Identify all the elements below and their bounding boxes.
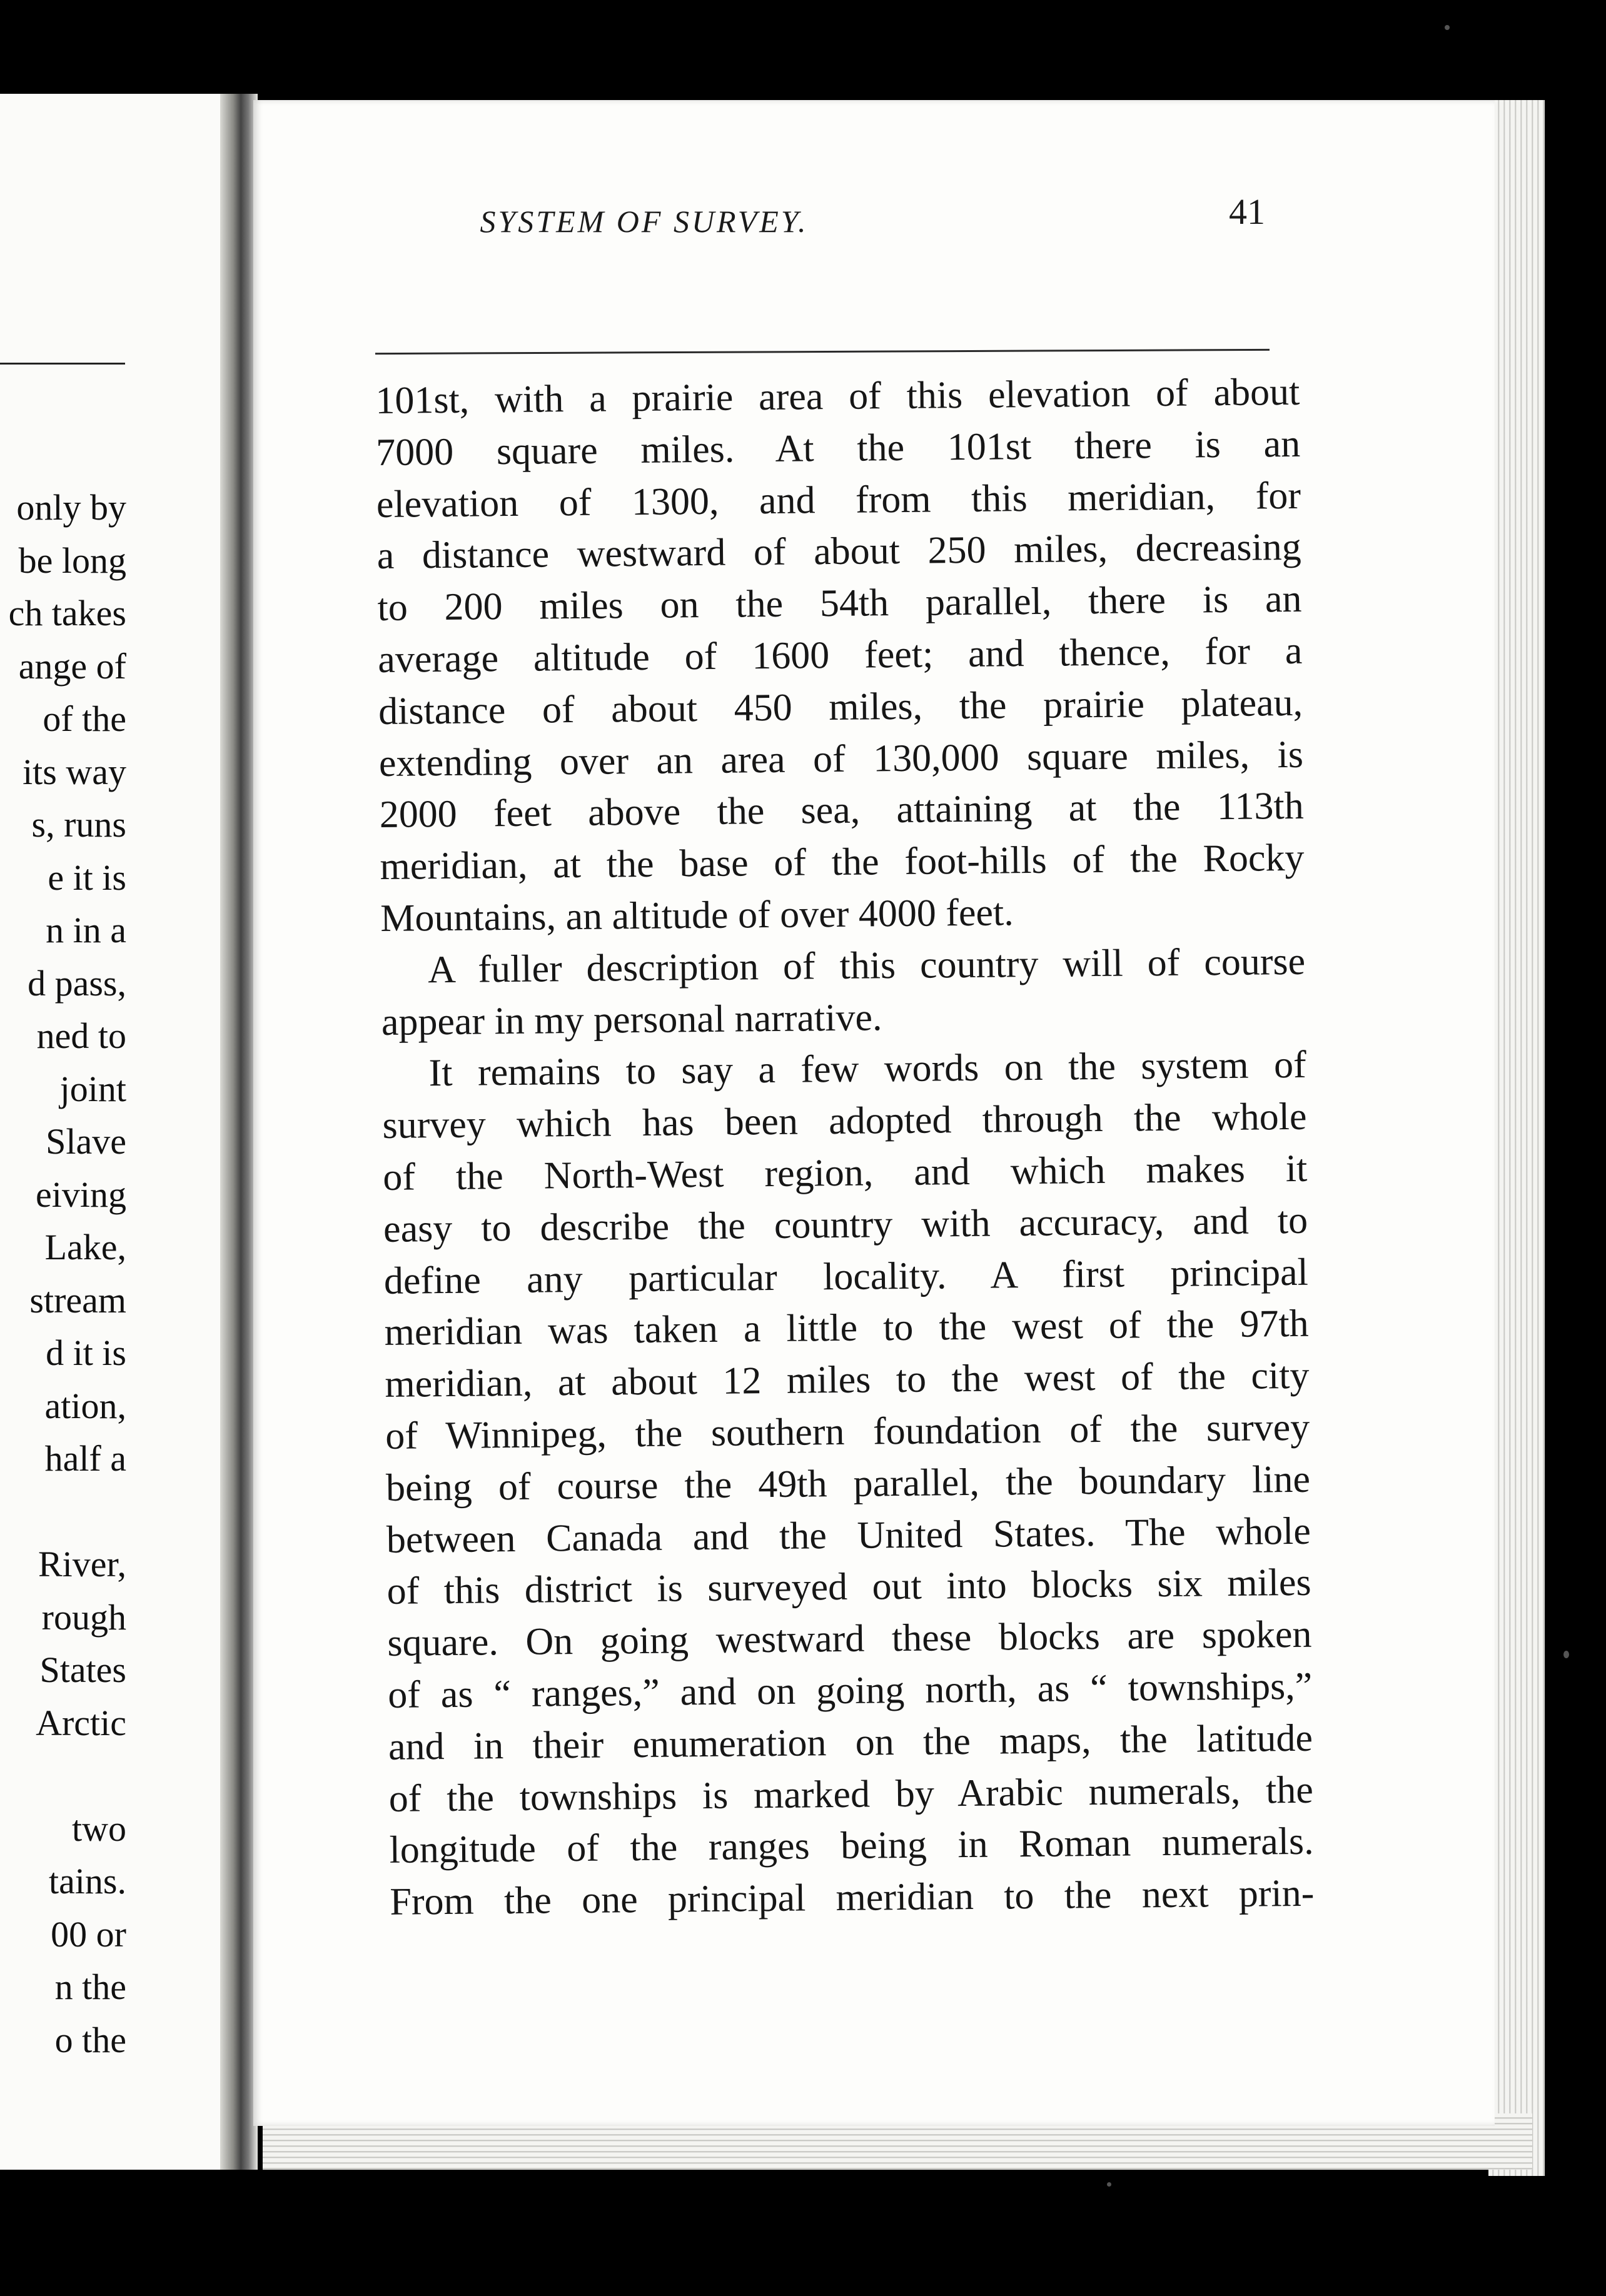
text-line: of the North-West region, and which makes it — [382, 1147, 1308, 1199]
text-line: distance of about 450 miles, the prairie plateau, — [378, 681, 1303, 733]
left-page-line-fragment: River, — [38, 1544, 126, 1584]
text-line: appear in my personal narrative. — [381, 995, 882, 1044]
left-page-line-fragment: two — [72, 1808, 126, 1849]
text-line: 2000 feet above the sea, attaining at the 113th — [379, 785, 1305, 837]
left-page-text-fragments — [9, 481, 126, 2067]
left-page-line-fragment: half a — [44, 1438, 126, 1479]
text-line: being of course the 49th parallel, the boundary line — [385, 1458, 1311, 1509]
left-page-line-fragment: ch takes — [8, 593, 126, 633]
body-text — [375, 366, 1315, 1928]
left-page-line-fragment: Lake, — [44, 1227, 126, 1267]
text-line: 7000 square miles. At the 101st there is an — [375, 422, 1301, 474]
left-page-head-rule — [0, 363, 125, 365]
left-page-line-fragment: eiving — [36, 1174, 126, 1215]
text-line: average altitude of 1600 feet; and thence, for a — [378, 629, 1303, 681]
scan-speck — [1107, 2182, 1111, 2187]
left-page-line-fragment: Slave — [46, 1121, 126, 1162]
left-page-line-fragment: tains. — [48, 1861, 126, 1901]
left-page-line-fragment: ation, — [44, 1385, 126, 1426]
left-page-line-fragment: 00 or — [51, 1913, 126, 1955]
left-page-line-fragment: ange of — [18, 645, 126, 687]
text-line: meridian, at the base of the foot-hills of the Rocky — [380, 836, 1305, 889]
text-line: of the townships is marked by Arabic numerals, the — [388, 1768, 1314, 1820]
left-page-line-fragment: rough — [41, 1596, 126, 1638]
text-line: and in their enumeration on the maps, the latitude — [388, 1716, 1313, 1768]
left-page-line-fragment: only by — [16, 487, 126, 528]
text-line: A fuller description of this country will of course — [427, 940, 1306, 992]
text-line: easy to describe the country with accuracy, and to — [383, 1199, 1308, 1251]
left-page-line-fragment: its way — [23, 751, 126, 792]
left-page-line-fragment — [9, 1750, 126, 1803]
left-page-line-fragment: of the — [43, 698, 126, 739]
left-page-line-fragment: d pass, — [28, 962, 126, 1004]
left-page-line-fragment: Arctic — [36, 1702, 126, 1743]
page-stack-edge-right — [1488, 100, 1545, 2176]
left-page-line-fragment: n in a — [46, 910, 126, 950]
left-page-line-fragment: o the — [54, 2019, 126, 2060]
text-line: of this district is surveyed out into blocks six miles — [386, 1561, 1311, 1613]
page-number: 41 — [1229, 191, 1265, 232]
book-gutter — [220, 94, 258, 2170]
left-page-line-fragment: States — [39, 1649, 126, 1690]
text-line: of Winnipeg, the southern foundation of the survey — [385, 1406, 1310, 1458]
left-page-line-fragment: be long — [18, 540, 126, 581]
text-line: a distance westward of about 250 miles, decreasing — [376, 526, 1302, 578]
text-line: define any particular locality. A first principal — [383, 1251, 1309, 1302]
text-line: From the one principal meridian to the next prin- — [390, 1871, 1315, 1923]
text-line: square. On going westward these blocks are spoken — [387, 1613, 1312, 1665]
text-line: elevation of 1300, and from this meridian, for — [376, 474, 1301, 526]
left-page-line-fragment: stream — [29, 1279, 126, 1321]
left-page-line-fragment: n the — [54, 1966, 126, 2007]
text-line: extending over an area of 130,000 square miles, is — [378, 733, 1304, 785]
left-page-line-fragment: s, runs — [31, 804, 126, 845]
text-line: Mountains, an altitude of over 4000 feet. — [380, 891, 1014, 940]
left-page-line-fragment: ned to — [36, 1015, 126, 1056]
text-line: of as “ ranges,” and on going north, as “ townships,” — [387, 1664, 1313, 1716]
text-line: longitude of the ranges being in Roman numerals. — [389, 1820, 1314, 1872]
scan-speck — [1445, 25, 1450, 30]
running-head: SYSTEM OF SURVEY. — [480, 204, 809, 239]
text-line: to 200 miles on the 54th parallel, there is an — [377, 577, 1302, 630]
left-page-line-fragment — [9, 1486, 126, 1539]
text-line: It remains to say a few words on the system of — [428, 1044, 1306, 1095]
left-page-line-fragment: joint — [59, 1068, 126, 1109]
text-line: 101st, with a prairie area of this elevation of about — [375, 370, 1300, 422]
left-page-line-fragment: e it is — [48, 857, 126, 898]
text-line: meridian, at about 12 miles to the west of the city — [385, 1354, 1310, 1406]
text-line: meridian was taken a little to the west of the 97th — [384, 1302, 1309, 1354]
scan-speck — [1563, 1651, 1569, 1658]
left-facing-page — [0, 94, 231, 2170]
text-line: between Canada and the United States. The whole — [386, 1509, 1311, 1561]
left-page-line-fragment: d it is — [46, 1332, 126, 1373]
text-line: survey which has been adopted through the whole — [382, 1095, 1307, 1147]
